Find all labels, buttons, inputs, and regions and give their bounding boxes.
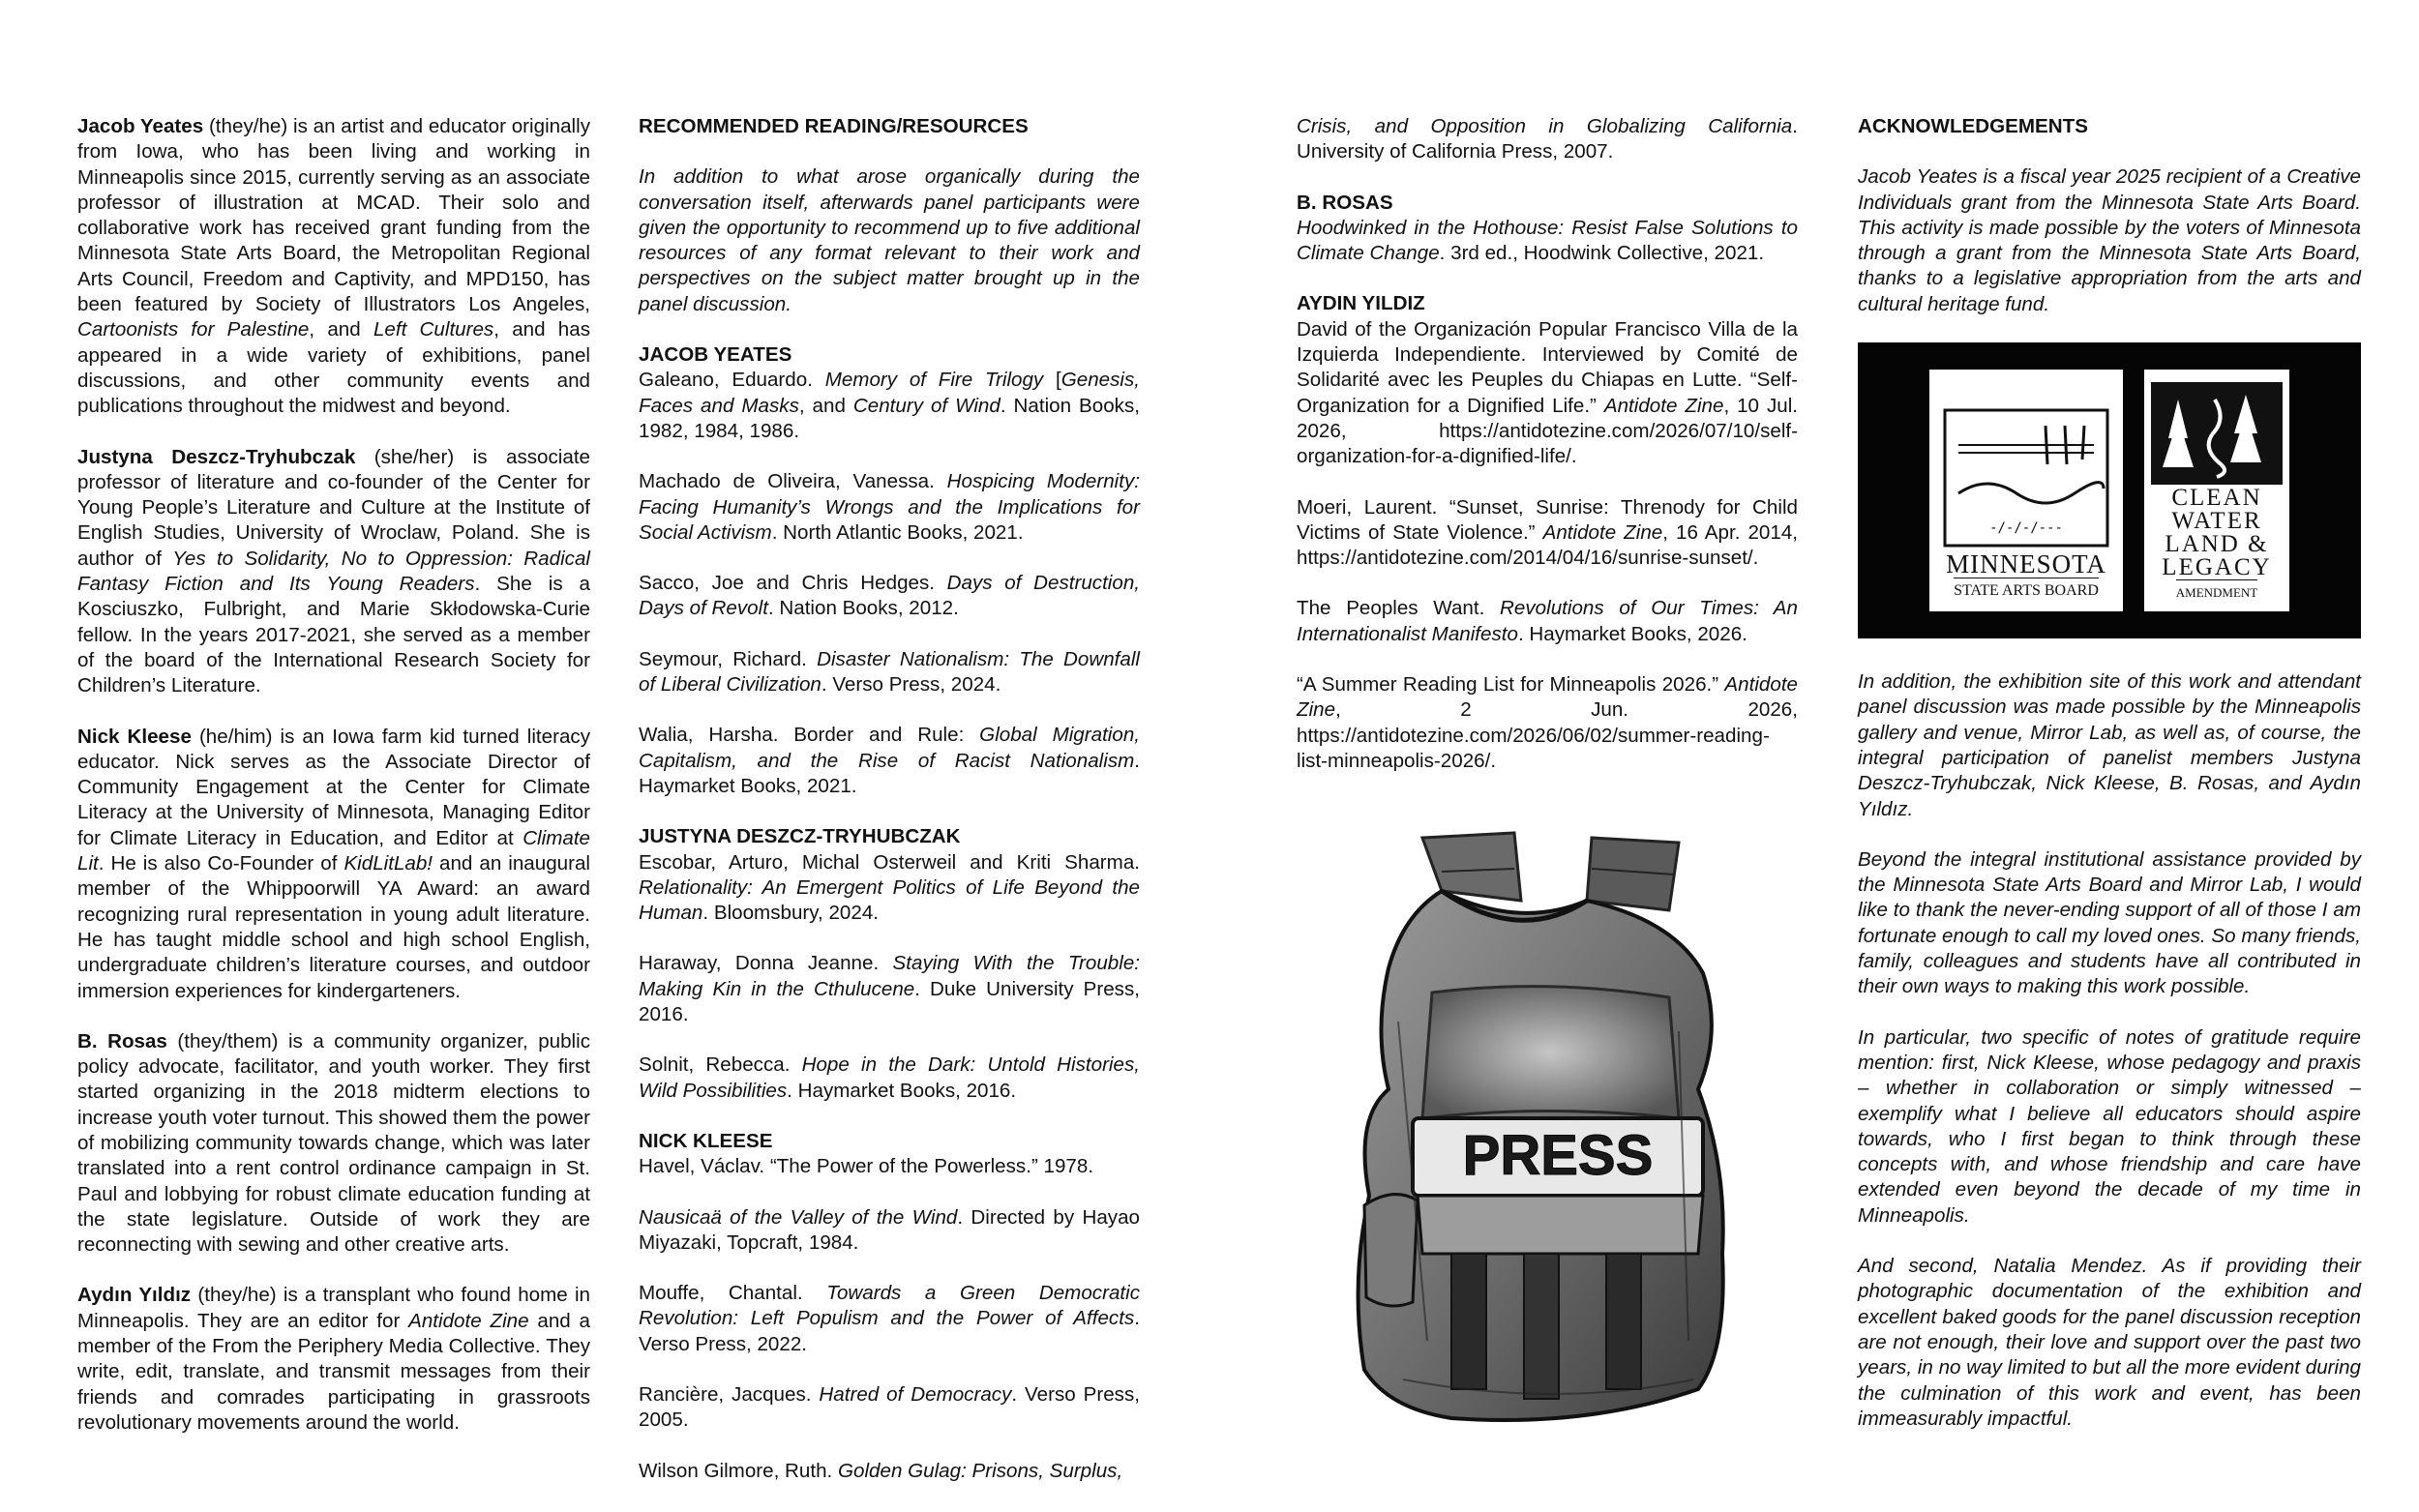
- msab-subname: STATE ARTS BOARD: [1954, 578, 2099, 604]
- ack-paragraph-2: In addition, the exhibition site of this work and attendant panel discussion was made possible by the Minneapolis gallery and venue, Mirror Lab, as well as, of course, the integral participation of panelist members Justyna Deszcz-Tryhubczak, Nick Kleese, B. Rosas, and Aydın Yıldız.: [1858, 670, 2361, 820]
- ack-paragraph-4: In particular, two specific of notes of gratitude require mention: first, Nick Kleese, whose pedagogy and praxis – whether in collaboration or simply witnessed – exemplify what I believe all educators should aspire towards, who I first began to think through these concepts with, and whose friendship and care have extended even beyond the decade of my time in Minneapolis.: [1858, 1025, 2361, 1227]
- water-label: WATER: [2171, 507, 2262, 534]
- msab-emblem-icon: [1939, 406, 2113, 551]
- section-head-rosas: B. ROSAS: [1297, 191, 1393, 214]
- bios-column: [77, 114, 590, 1461]
- bio-name: Jacob Yeates: [77, 115, 204, 137]
- bio-name: Justyna Deszcz-Tryhubczak: [77, 445, 356, 468]
- acknowledgements-column: [1858, 114, 2361, 1457]
- ack-paragraph-3: Beyond the integral institutional assistance provided by the Minnesota State Arts Board and Mirror Lab, I would like to thank the never-ending support of all of those I am fortunate enough to call my loved ones. So many friends, family, colleagues and students have all contributed in their own ways to making this work possible.: [1858, 847, 2361, 998]
- reading-entry: Machado de Oliveira, Vanessa. Hospicing Modernity: Facing Humanity’s Wrongs and the Implications for Social Activism. North Atlantic Books, 2021.: [639, 470, 1140, 544]
- bio-b-rosas: B. Rosas (they/them) is a community organizer, public policy advocate, facilitator, and youth worker. They first started organizing in the 2018 midterm elections to increase youth voter turnout. This showed them the power of mobilizing community towards change, which was later translated into a rent control ordinance campaign in St. Paul and lobbying for robust climate education funding at the state legislature. Outside of work they are reconnecting with sewing and other creative arts.: [77, 1029, 590, 1257]
- svg-text:-/-/-/---: -/-/-/---: [1989, 520, 2063, 537]
- reading-entry: “A Summer Reading List for Minneapolis 2026.” Antidote Zine, 2 Jun. 2026, https://antidotezine.com/2026/06/02/summer-reading-list-minneapolis-2026/.: [1297, 673, 1798, 772]
- reading-entry: Escobar, Arturo, Michal Osterweil and Kriti Sharma. Relationality: An Emergent Politics of Life Beyond the Human. Bloomsbury, 2024.: [639, 850, 1140, 925]
- clef-tree-icon: [2149, 380, 2285, 487]
- section-head-nick: NICK KLEESE: [639, 1129, 773, 1152]
- reading-entry: The Peoples Want. Revolutions of Our Times: An Internationalist Manifesto. Haymarket Books, 2026.: [1297, 597, 1798, 645]
- bio-name: B. Rosas: [77, 1029, 167, 1052]
- reading-entry: Seymour, Richard. Disaster Nationalism: The Downfall of Liberal Civilization. Verso Press, 2024.: [639, 647, 1140, 697]
- bio-name: Aydın Yıldız: [77, 1284, 192, 1307]
- ack-heading: ACKNOWLEDGEMENTS: [1858, 115, 2088, 137]
- clean-label: CLEAN: [2171, 484, 2262, 511]
- section-head-aydin: AYDIN YILDIZ: [1297, 292, 1425, 315]
- clean-water-logo: [2144, 370, 2289, 611]
- funder-logos: [1858, 342, 2361, 638]
- reading-entry: Havel, Václav. “The Power of the Powerless.” 1978.: [639, 1155, 1094, 1178]
- reading-entry: Sacco, Joe and Chris Hedges. Days of Destruction, Days of Revolt. Nation Books, 2012.: [639, 572, 1140, 620]
- reading-entry: Nausicaä of the Valley of the Wind. Directed by Hayao Miyazaki, Topcraft, 1984.: [639, 1205, 1140, 1254]
- reading-entry: David of the Organización Popular Francisco Villa de la Izquierda Independiente. Interviewed by Comité de Solidarité avec les Peuples du Chiapas en Lutte. “Self-Organization for a Dignified Life.” Antidote Zine, 10 Jul. 2026, https://antidotezine.com/2026/07/10/self-organization-for-a-dignified-life/.: [1297, 317, 1798, 468]
- land-label: LAND &: [2165, 530, 2269, 557]
- msab-logo: [1929, 370, 2123, 611]
- amendment-label: AMENDMENT: [2176, 579, 2258, 606]
- reading-heading: RECOMMENDED READING/RESOURCES: [639, 115, 1029, 137]
- reading-column: [639, 114, 1140, 1509]
- legacy-label: LEGACY: [2162, 553, 2272, 580]
- reading-entry: Walia, Harsha. Border and Rule: Global Migration, Capitalism, and the Rise of Racist Nationalism. Haymarket Books, 2021.: [639, 724, 1140, 797]
- section-head-justyna: JUSTYNA DESZCZ-TRYHUBCZAK: [639, 825, 961, 848]
- reading-entry: Crisis, and Opposition in Globalizing California. University of California Press, 2007.: [1297, 115, 1798, 163]
- reading-entry: Haraway, Donna Jeanne. Staying With the Trouble: Making Kin in the Cthulucene. Duke University Press, 2016.: [639, 952, 1140, 1026]
- press-vest-illustration: [1297, 799, 1800, 1476]
- ack-paragraph-5: And second, Natalia Mendez. As if providing their photographic documentation of the exhibition and excellent baked goods for the panel discussion reception are not enough, their love and support over the past two years, in no way limited to but all the more evident during the culmination of this work and event, has been immeasurably impactful.: [1858, 1255, 2361, 1430]
- bio-jacob-yeates: Jacob Yeates (they/he) is an artist and educator originally from Iowa, who has been living and working in Minneapolis since 2015, currently serving as an associate professor of illustration at MCAD. Their solo and collaborative work has received grant funding from the Minnesota State Arts Board, the Metropolitan Regional Arts Council, Freedom and Captivity, and MPD150, has been featured by Society of Illustrators Los Angeles, Cartoonists for Palestine, and Left Cultures, and has appeared in a wide variety of exhibitions, panel discussions, and other community events and publications throughout the midwest and beyond.: [77, 115, 590, 418]
- bio-name: Nick Kleese: [77, 725, 192, 748]
- reading-entry: Rancière, Jacques. Hatred of Democracy. Verso Press, 2005.: [639, 1382, 1140, 1432]
- msab-name: MINNESOTA: [1946, 549, 2106, 579]
- section-head-yeates: JACOB YEATES: [639, 343, 792, 367]
- reading-intro: In addition to what arose organically during the conversation itself, afterwards panel participants were given the opportunity to recommend up to five additional resources of any format relevant to their work and perspectives on the subject matter brought up in the panel discussion.: [639, 165, 1140, 315]
- reading-entry: Mouffe, Chantal. Towards a Green Democratic Revolution: Left Populism and the Power of Affects. Verso Press, 2022.: [639, 1282, 1140, 1355]
- press-label: PRESS: [1462, 1124, 1654, 1188]
- bio-justyna: Justyna Deszcz-Tryhubczak (she/her) is associate professor of literature and co-founder of the Center for Young People’s Literature and Culture at the Institute of English Studies, University of Wroclaw, Poland. She is author of Yes to Solidarity, No to Oppression: Radical Fantasy Fiction and Its Young Readers. She is a Kosciuszko, Fulbright, and Marie Skłodowska-Curie fellow. In the years 2017-2021, she served as a member of the board of the International Research Society for Children’s Literature.: [77, 445, 591, 697]
- bio-aydin: Aydın Yıldız (they/he) is a transplant who found home in Minneapolis. They are an editor for Antidote Zine and a member of the From the Periphery Media Collective. They write, edit, translate, and transmit messages from their friends and comrades participating in grassroots revolutionary movements around the world.: [77, 1284, 590, 1434]
- reading-continued-column: [1297, 114, 1798, 1476]
- bio-nick-kleese: Nick Kleese (he/him) is an Iowa farm kid turned literacy educator. Nick serves as the Associate Director of Community Engagement at the Center for Climate Literacy at the University of Minnesota, Managing Editor for Climate Literacy in Education, and Editor at Climate Lit. He is also Co-Founder of KidLitLab! and an inaugural member of the Whippoorwill YA Award: an award recognizing rural representation in young adult literature. He has taught middle school and high school English, undergraduate children’s literature courses, and outdoor immersion experiences for kindergarteners.: [77, 725, 590, 1002]
- reading-entry: Moeri, Laurent. “Sunset, Sunrise: Threnody for Child Victims of State Violence.” Antidote Zine, 16 Apr. 2014, https://antidotezine.com/2014/04/16/sunrise-sunset/.: [1297, 495, 1798, 570]
- reading-entry: Solnit, Rebecca. Hope in the Dark: Untold Histories, Wild Possibilities. Haymarket Books, 2016.: [639, 1053, 1140, 1102]
- reading-entry: Wilson Gilmore, Ruth. Golden Gulag: Prisons, Surplus,: [639, 1459, 1123, 1482]
- ack-paragraph-1: Jacob Yeates is a fiscal year 2025 recipient of a Creative Individuals grant from the Minnesota State Arts Board. This activity is made possible by the voters of Minnesota through a grant from the Minnesota State Arts Board, thanks to a legislative appropriation from the arts and cultural heritage fund.: [1858, 165, 2361, 315]
- reading-entry: Hoodwinked in the Hothouse: Resist False Solutions to Climate Change. 3rd ed., Hoodwink Collective, 2021.: [1297, 216, 1798, 265]
- reading-entry: Galeano, Eduardo. Memory of Fire Trilogy [Genesis, Faces and Masks, and Century of Wind. Nation Books, 1982, 1984, 1986.: [639, 369, 1140, 442]
